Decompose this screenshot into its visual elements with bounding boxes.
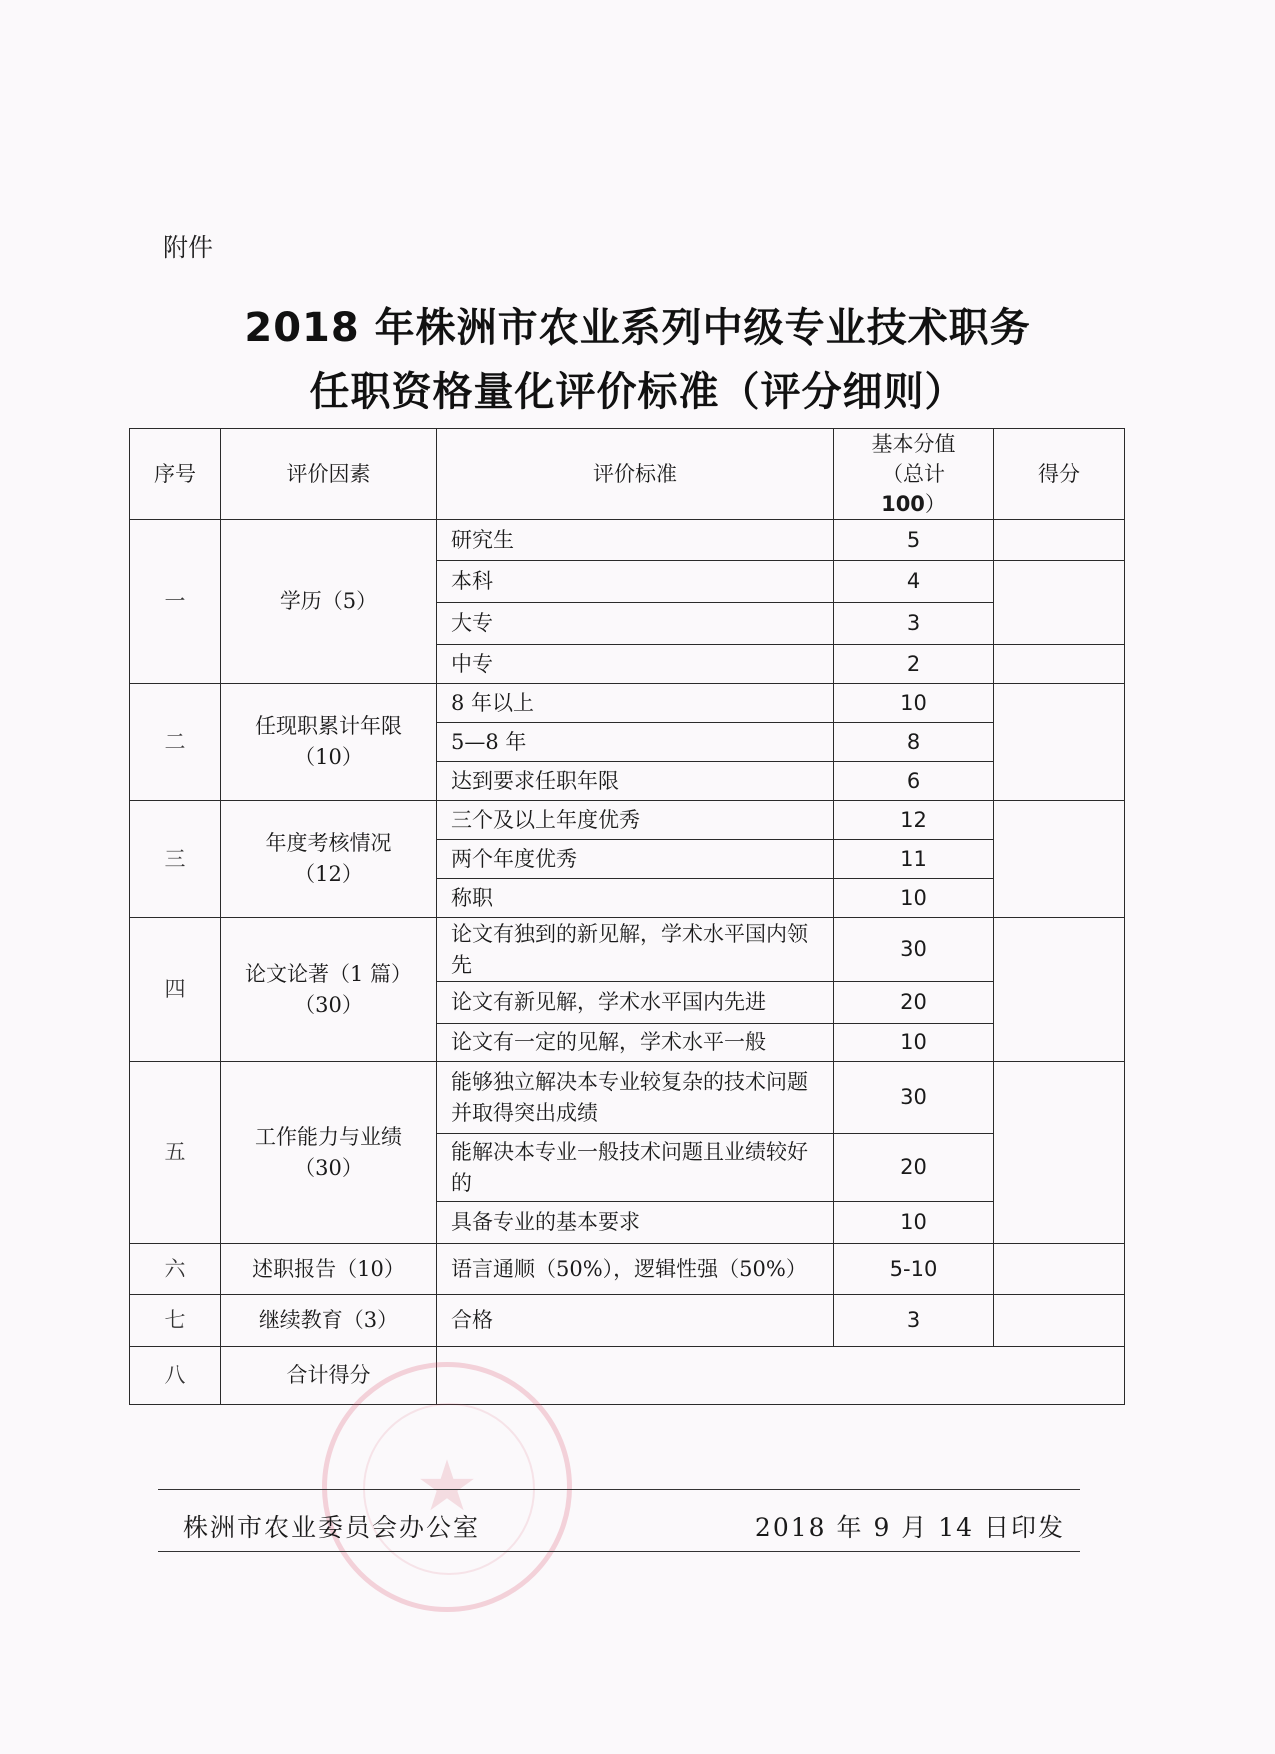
base-value-cell: 20: [834, 1134, 994, 1202]
base-value-cell: 4: [834, 561, 994, 603]
criteria-cell: 能解决本专业一般技术问题且业绩较好的: [437, 1134, 834, 1202]
section-factor: 继续教育（3）: [221, 1295, 437, 1347]
section-index: 五: [130, 1062, 221, 1244]
base-value-cell: 12: [834, 801, 994, 840]
base-value-cell: 20: [834, 982, 994, 1024]
score-cell: [994, 918, 1125, 1062]
factor-line: （30）: [294, 992, 363, 1017]
base-value-cell: 2: [834, 645, 994, 684]
criteria-cell: 达到要求任职年限: [437, 762, 834, 801]
factor-line: 工作能力与业绩: [255, 1124, 402, 1149]
section-index: 一: [130, 520, 221, 684]
factor-line: （12）: [294, 862, 363, 886]
factor-line: 年度考核情况: [265, 831, 392, 855]
score-cell: [994, 1295, 1125, 1347]
table-row: [130, 684, 1125, 723]
base-value-cell: 3: [834, 1295, 994, 1347]
criteria-cell: 语言通顺（50%），逻辑性强（50%）: [437, 1244, 834, 1295]
document-title-line1: 2018 年株洲市农业系列中级专业技术职务: [244, 305, 1031, 351]
base-value-cell: 30: [834, 918, 994, 982]
col-header-factor: 评价因素: [221, 429, 437, 520]
score-cell: [994, 645, 1125, 684]
base-score-label: 基本分值: [871, 432, 956, 456]
document-title-line2: 任职资格量化评价标准（评分细则）: [309, 369, 966, 415]
section-factor: 述职报告（10）: [221, 1244, 437, 1295]
base-value-cell: 11: [834, 840, 994, 879]
footer-top-rule: [158, 1489, 1080, 1490]
footer-bottom-rule: [158, 1551, 1080, 1552]
section-factor: [221, 801, 437, 918]
base-score-suffix: ）: [924, 492, 946, 516]
factor-line: 论文论著（1 篇）: [244, 961, 413, 986]
section-factor: [221, 1062, 437, 1244]
section-index: 三: [130, 801, 221, 918]
section-factor: [221, 520, 437, 684]
criteria-cell: 合格: [437, 1295, 834, 1347]
criteria-cell: 本科: [437, 561, 834, 603]
criteria-cell: 论文有独到的新见解，学术水平国内领先: [437, 918, 834, 982]
col-header-score: 得分: [994, 429, 1125, 520]
criteria-cell: 5—8 年: [437, 723, 834, 762]
factor-line: 学历（5）: [279, 589, 378, 613]
score-cell: [994, 684, 1125, 801]
criteria-cell: 称职: [437, 879, 834, 918]
score-cell: [994, 1244, 1125, 1295]
base-value-cell: 10: [834, 1202, 994, 1244]
section-index: 七: [130, 1295, 221, 1347]
table-row: [130, 1062, 1125, 1134]
official-seal-stamp: [322, 1362, 572, 1612]
criteria-cell: 论文有新见解，学术水平国内先进: [437, 982, 834, 1024]
table-row: [130, 1295, 1125, 1347]
base-score-total-line: [848, 459, 979, 519]
base-value-cell: 5: [834, 520, 994, 561]
criteria-cell: 论文有一定的见解，学术水平一般: [437, 1024, 834, 1062]
table-row: [130, 801, 1125, 840]
base-value-cell: 6: [834, 762, 994, 801]
base-value-cell: 10: [834, 684, 994, 723]
factor-line: （30）: [294, 1155, 363, 1180]
score-cell: [994, 801, 1125, 918]
base-value-cell: 3: [834, 603, 994, 645]
issuer-name: 株洲市农业委员会办公室: [183, 1513, 481, 1542]
criteria-cell: 8 年以上: [437, 684, 834, 723]
table-row: [130, 918, 1125, 982]
score-cell: [994, 520, 1125, 561]
base-score-prefix: （总计: [882, 462, 945, 486]
table-row: [130, 520, 1125, 561]
factor-line: 任现职累计年限: [255, 714, 402, 738]
score-cell: [994, 561, 1125, 645]
criteria-cell: 三个及以上年度优秀: [437, 801, 834, 840]
table-row: [130, 1244, 1125, 1295]
base-value-cell: 10: [834, 879, 994, 918]
criteria-cell: 具备专业的基本要求: [437, 1202, 834, 1244]
factor-line: （10）: [294, 745, 363, 769]
criteria-cell: 研究生: [437, 520, 834, 561]
criteria-cell: 中专: [437, 645, 834, 684]
base-value-cell: 10: [834, 1024, 994, 1062]
section-factor: [221, 918, 437, 1062]
base-value-cell: 8: [834, 723, 994, 762]
header-row: [130, 429, 1125, 520]
total-score-cell: [437, 1347, 1125, 1405]
col-header-criteria: 评价标准: [437, 429, 834, 520]
score-cell: [994, 1062, 1125, 1244]
col-header-base-score: [834, 429, 994, 520]
base-value-cell: 5-10: [834, 1244, 994, 1295]
section-factor: [221, 684, 437, 801]
seal-star-icon: ★: [415, 1445, 479, 1527]
base-value-cell: 30: [834, 1062, 994, 1134]
criteria-cell: 大专: [437, 603, 834, 645]
issue-date: 2018 年 9 月 14 日印发: [754, 1513, 1065, 1542]
criteria-cell: 两个年度优秀: [437, 840, 834, 879]
section-index: 四: [130, 918, 221, 1062]
scoring-table: [129, 428, 1125, 1405]
attachment-label: 附件: [163, 233, 214, 262]
criteria-cell: 能够独立解决本专业较复杂的技术问题并取得突出成绩: [437, 1062, 834, 1134]
total-index: 八: [130, 1347, 221, 1405]
total-row: [130, 1347, 1125, 1405]
total-label: 合计得分: [221, 1347, 437, 1405]
section-index: 二: [130, 684, 221, 801]
base-score-total: 100: [881, 492, 925, 516]
col-header-index: 序号: [130, 429, 221, 520]
section-index: 六: [130, 1244, 221, 1295]
